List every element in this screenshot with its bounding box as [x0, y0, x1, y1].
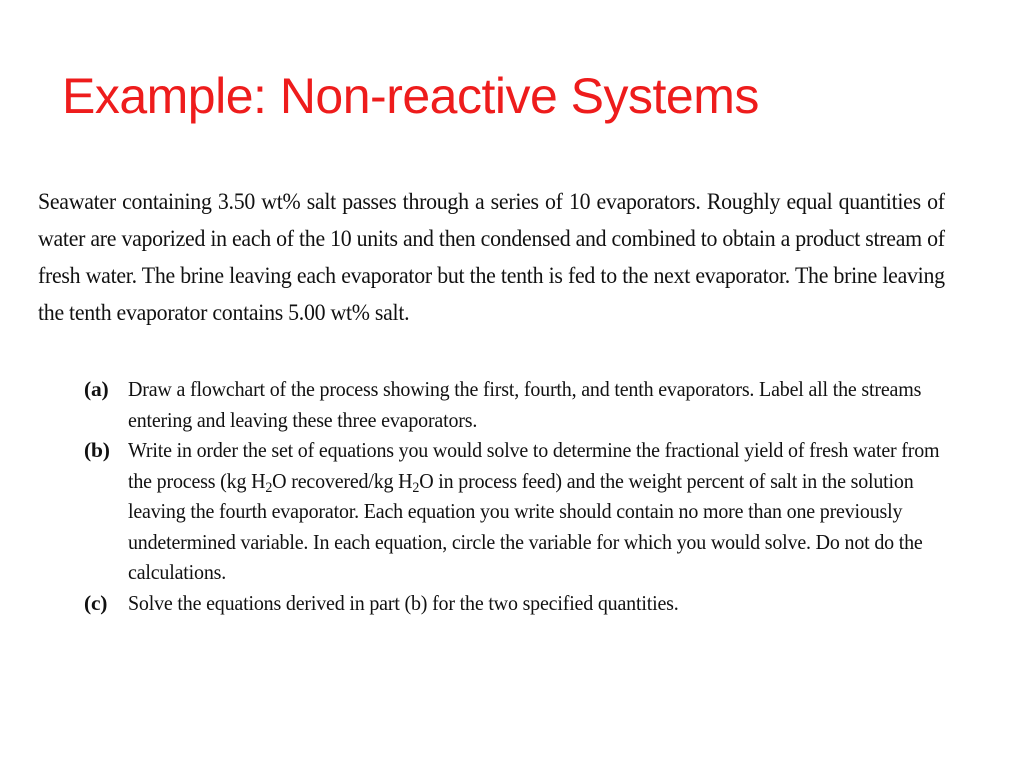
problem-statement: [38, 184, 948, 618]
part-text: Draw a flowchart of the process showing the first, fourth, and tenth evaporators. Label all the streams entering and leaving these three evaporators.: [128, 377, 922, 432]
problem-part-a: [38, 374, 948, 435]
slide-title: Example: Non-reactive Systems: [62, 68, 759, 124]
subscript: 2: [412, 479, 420, 496]
part-text-before: Write in order the set of equations you would solve to determine the fractional yield of fresh water from the process (kg H: [128, 438, 940, 493]
subscript: 2: [265, 479, 273, 496]
part-text: Solve the equations derived in part (b) for the two specified quantities.: [128, 590, 679, 615]
part-text-mid: O recovered/kg H: [272, 468, 413, 493]
problem-part-b: [38, 435, 948, 588]
part-text: [128, 435, 945, 588]
part-label: (c): [84, 590, 108, 615]
part-label: (a): [84, 377, 109, 401]
part-text-after: O in process feed) and the weight percent of salt in the solution leaving the fourth evaporator. Each equation you write should contain no more than one previously undetermined variable. In each equation, circle the variable for which you would solve. Do not do the calculations.: [128, 468, 923, 584]
problem-part-c: [38, 588, 948, 619]
problem-parts: [38, 374, 948, 618]
problem-intro: Seawater containing 3.50 wt% salt passes through a series of 10 evaporators. Roughly equal quantities of water are vaporized in each of the 10 units and then condensed and combined to obtain a product stream of fresh water. The brine leaving each evaporator but the tenth is fed to the next evaporator. The brine leaving the tenth evaporator contains 5.00 wt% salt.: [38, 189, 945, 326]
part-label: (b): [84, 438, 110, 462]
